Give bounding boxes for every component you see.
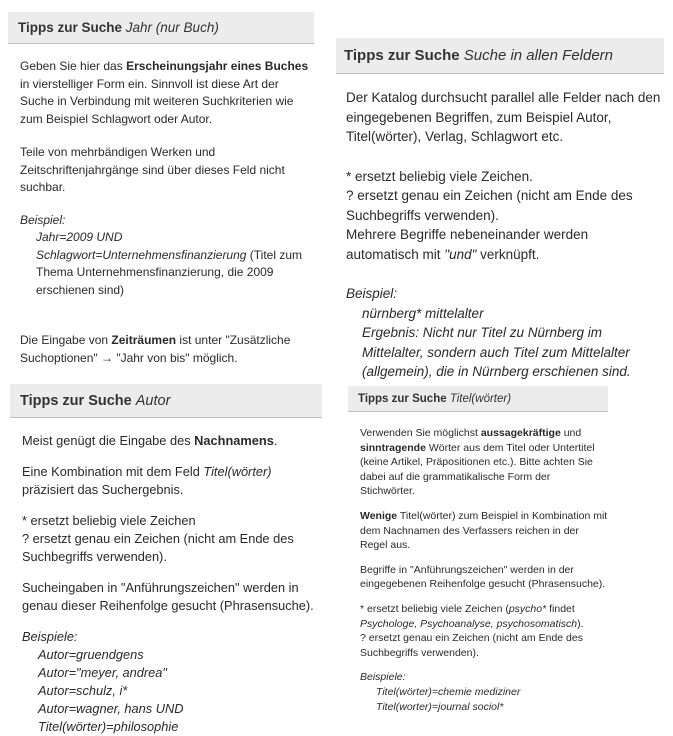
text: ? ersetzt genau ein Zeichen (nicht am Ende des Suchbegriffs verwenden). [22, 531, 294, 564]
text: ? ersetzt genau ein Zeichen (nicht am Ende des Suchbegriffs verwenden). [360, 632, 583, 659]
titel-intro-paragraph [360, 426, 608, 499]
tips-panel-titel [348, 386, 608, 714]
text: ). [577, 617, 584, 630]
text: und [560, 427, 582, 439]
allen-example [346, 284, 664, 382]
example-label: Beispiele: [22, 629, 78, 644]
titel-examples [360, 670, 608, 714]
bold-text: sinntragende [360, 441, 426, 454]
bold-text: Erscheinungsjahr eines Buches [126, 59, 309, 73]
titel-wildcards-paragraph [360, 602, 608, 660]
text: präzisiert das Suchergebnis. [22, 482, 184, 497]
example-line: Autor=gruendgens [38, 647, 144, 662]
example-line: Autor=schulz, i* [38, 683, 128, 698]
text: Verwenden Sie möglichst [360, 427, 481, 439]
italic-text: psycho* [508, 602, 547, 615]
autor-intro-paragraph [22, 432, 322, 450]
autor-combination-paragraph [22, 463, 322, 499]
panel-body-titel [348, 412, 608, 714]
allen-intro-paragraph: Der Katalog durchsucht parallel alle Felder nach den eingegebenen Begriffen, zum Beispiel Autor, Titel(wörter), Verlag, Schlagwort etc. [346, 90, 661, 144]
bold-text: Nachnamens [194, 433, 274, 448]
example-label: Beispiel: [20, 212, 66, 227]
text: verknüpft. [476, 246, 540, 262]
italic-text: Titel(wörter) [203, 464, 272, 479]
text: Geben Sie hier das [20, 59, 127, 73]
italic-text: "und" [444, 246, 477, 262]
autor-wildcards-paragraph [22, 512, 322, 566]
tips-panel-allen-feldern [336, 38, 664, 382]
example-line: Jahr=2009 UND [36, 230, 123, 244]
panel-title-field: Autor [135, 393, 171, 409]
example-label: Beispiel: [346, 286, 398, 301]
panel-title-prefix: Tipps zur Suche [20, 393, 136, 409]
example-line: Autor=wagner, hans UND Titel(wörter)=philosophie [38, 701, 184, 734]
example-line: nürnberg* mittelalter [362, 305, 484, 321]
text: ? ersetzt genau ein Zeichen (nicht am Ende des Suchbegriffs verwenden). [346, 188, 633, 223]
bold-text: Zeiträumen [111, 333, 177, 347]
panel-header-autor [10, 384, 322, 418]
text: Wörter aus dem Titel oder Untertitel (keine Artikel, Präpositionen etc.). Bitte achten Sie dabei auf die grammatikalische Form der Stichwörter. [360, 441, 595, 498]
panel-title-prefix: Tipps zur Suche [358, 393, 450, 405]
text: Die Eingabe von [20, 333, 112, 347]
example-label: Beispiele: [360, 671, 406, 684]
jahr-zeitraum-paragraph [20, 332, 314, 367]
panel-title-prefix: Tipps zur Suche [18, 20, 126, 35]
example-body [346, 304, 664, 382]
text: * ersetzt beliebig viele Zeichen ( [360, 602, 509, 615]
autor-examples [22, 628, 322, 736]
example-line: Autor="meyer, andrea" [38, 665, 167, 680]
example-result: Ergebnis: Nicht nur Titel zu Nürnberg im Mittelalter, sondern auch Titel zum Mittelalter (allgemein), die in Nürnberg erschienen sind. [362, 325, 631, 379]
text: . [273, 433, 278, 448]
panel-title-prefix: Tipps zur Suche [344, 47, 464, 64]
example-body [360, 685, 608, 714]
panel-body-jahr [8, 44, 314, 367]
panel-title-field: Titel(wörter) [449, 393, 512, 405]
example-line: Titel(worter)=journal sociol* [376, 700, 504, 713]
tips-panel-jahr [8, 12, 314, 367]
panel-title-field: Jahr (nur Buch) [125, 20, 219, 35]
example-line: Schlagwort=Unternehmensfinanzierung [36, 247, 247, 262]
titel-phrase-paragraph: Begriffe in "Anführungszeichen" werden in der eingegebenen Reihenfolge gesucht (Phrasensuche). [360, 563, 606, 591]
jahr-volumes-paragraph: Teile von mehrbändigen Werken und Zeitschriftenjahrgänge sind über dieses Feld nicht suchbar. [20, 145, 285, 194]
titel-few-words-paragraph [360, 509, 608, 553]
example-explanation: (Titel zum Thema Unternehmensfinanzierung, die 2009 erschienen sind) [36, 247, 303, 297]
text: Titel(wörter) zum Beispiel in Kombination mit dem Nachnamen des Verfassers reichen in der Regel aus. [360, 509, 608, 552]
jahr-example [20, 212, 314, 300]
panel-header-jahr [8, 12, 314, 44]
example-line: Titel(wörter)=chemie mediziner [376, 685, 521, 698]
bold-text: Wenige [360, 509, 398, 522]
bold-text: aussagekräftige [480, 427, 561, 439]
panel-header-titel [348, 386, 608, 412]
autor-phrase-paragraph: Sucheingaben in "Anführungszeichen" werden in genau dieser Reihenfolge gesucht (Phrasensuche). [22, 580, 314, 613]
tips-panel-autor [10, 384, 322, 736]
text: in vierstelliger Form ein. Sinnvoll ist diese Art der Suche in Verbindung mit weiteren Suchkriterien wie zum Beispiel Schlagwort oder Autor. [20, 76, 294, 126]
text: * ersetzt beliebig viele Zeichen. [346, 168, 533, 184]
text: Mehrere Begriffe nebeneinander werden automatisch mit [346, 227, 589, 262]
panel-body-autor [10, 418, 322, 736]
jahr-intro-paragraph [20, 58, 314, 128]
example-body [20, 229, 314, 299]
panel-header-allen-feldern [336, 38, 664, 74]
text: Meist genügt die Eingabe des [22, 433, 195, 448]
example-body [22, 646, 322, 736]
panel-title-field: Suche in allen Feldern [463, 47, 614, 64]
panel-body-allen-feldern [336, 74, 664, 382]
text: findet [546, 602, 575, 615]
text: ist unter "Zusätzliche Suchoptionen" → "Jahr von bis" möglich. [20, 333, 291, 365]
text: * ersetzt beliebig viele Zeichen [22, 513, 196, 528]
allen-wildcards-paragraph [346, 167, 664, 265]
text: Eine Kombination mit dem Feld [22, 464, 204, 479]
italic-text: Psychologe, Psychoanalyse, psychosomatisch [360, 617, 578, 630]
